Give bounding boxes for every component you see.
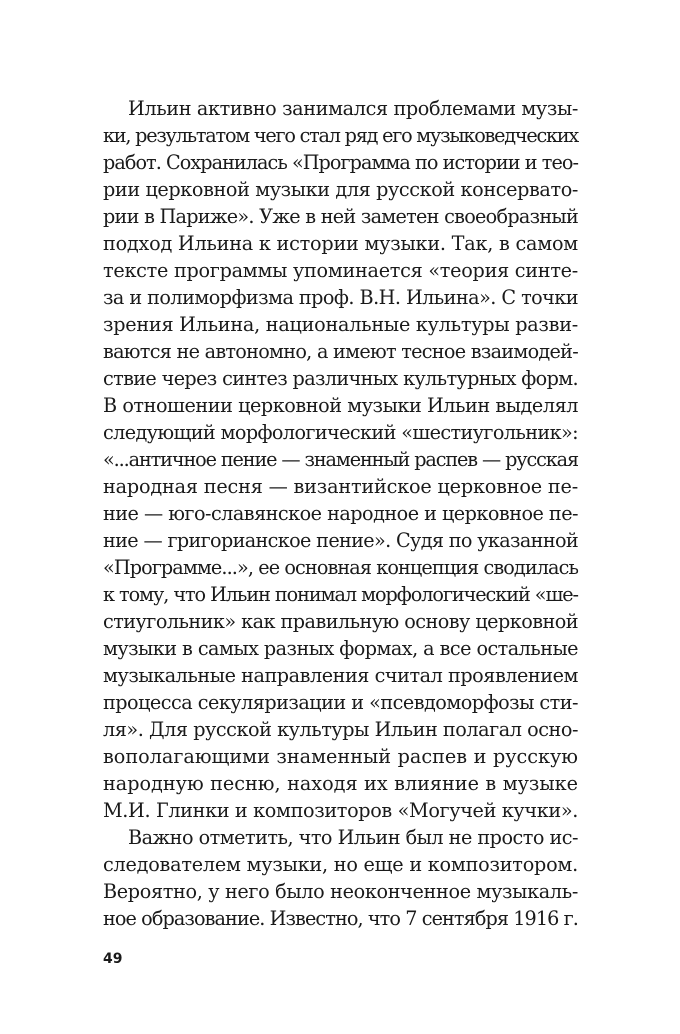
paragraph-2 (103, 824, 578, 932)
text-line: вополагающими знаменный распев и русскую (103, 745, 578, 768)
text-line: ки, результатом чего стал ряд его музыковедческих (103, 124, 579, 147)
text-line: Ильин активно занимался проблемами музы- (128, 97, 578, 120)
text-line: работ. Сохранилась «Программа по истории и тео- (103, 151, 579, 174)
text-line: тексте программы упоминается «теория синте- (103, 259, 578, 282)
text-line: следующий морфологический «шестиугольник»: (103, 421, 578, 444)
text-line: зрения Ильина, национальные культуры разви- (103, 313, 578, 336)
body-text (103, 95, 578, 932)
text-line: В отношении церковной музыки Ильин выделял (103, 394, 578, 417)
text-line: рии в Париже». Уже в ней заметен своеобразный (103, 205, 579, 228)
text-line: народную песню, находя их влияние в музыке (103, 772, 578, 795)
text-line: М.И. Глинки и композиторов «Могучей кучки». (103, 799, 578, 822)
text-line: ние — юго-славянское народное и церковное пе- (103, 502, 579, 525)
text-line: «Программе...», ее основная концепция сводилась (103, 556, 578, 579)
text-line: Важно отметить, что Ильин был не просто ис- (128, 826, 578, 849)
text-line: ваются не автономно, а имеют тесное взаимодей- (103, 340, 578, 363)
text-line: рии церковной музыки для русской консервато- (103, 178, 578, 201)
text-line: стиугольник» как правильную основу церковной (103, 610, 579, 633)
page-number: 49 (103, 951, 123, 967)
text-line: музыкальные направления считал проявлением (103, 664, 578, 687)
text-line: Вероятно, у него было неоконченное музыкаль- (103, 880, 578, 903)
text-line: музыки в самых разных формах, а все остальные (103, 637, 578, 660)
text-line: к тому, что Ильин понимал морфологический «ше- (103, 583, 578, 606)
text-line: ля». Для русской культуры Ильин полагал осно- (103, 718, 578, 741)
text-line: ное образование. Известно, что 7 сентября 1916 г. (103, 907, 579, 930)
text-line: ние — григорианское пение». Судя по указанной (103, 529, 579, 552)
text-line: народная песня — византийское церковное пе- (103, 475, 579, 498)
text-line: подход Ильина к истории музыки. Так, в самом (103, 232, 578, 255)
paragraph-1 (103, 95, 578, 824)
text-line: «...античное пение — знаменный распев — русская (103, 448, 578, 471)
text-line: следователем музыки, но еще и композитором. (103, 853, 579, 876)
text-line: ствие через синтез различных культурных форм. (103, 367, 578, 390)
text-line: процесса секуляризации и «псевдоморфозы сти- (103, 691, 579, 714)
text-line: за и полиморфизма проф. В.Н. Ильина». С точки (103, 286, 578, 309)
